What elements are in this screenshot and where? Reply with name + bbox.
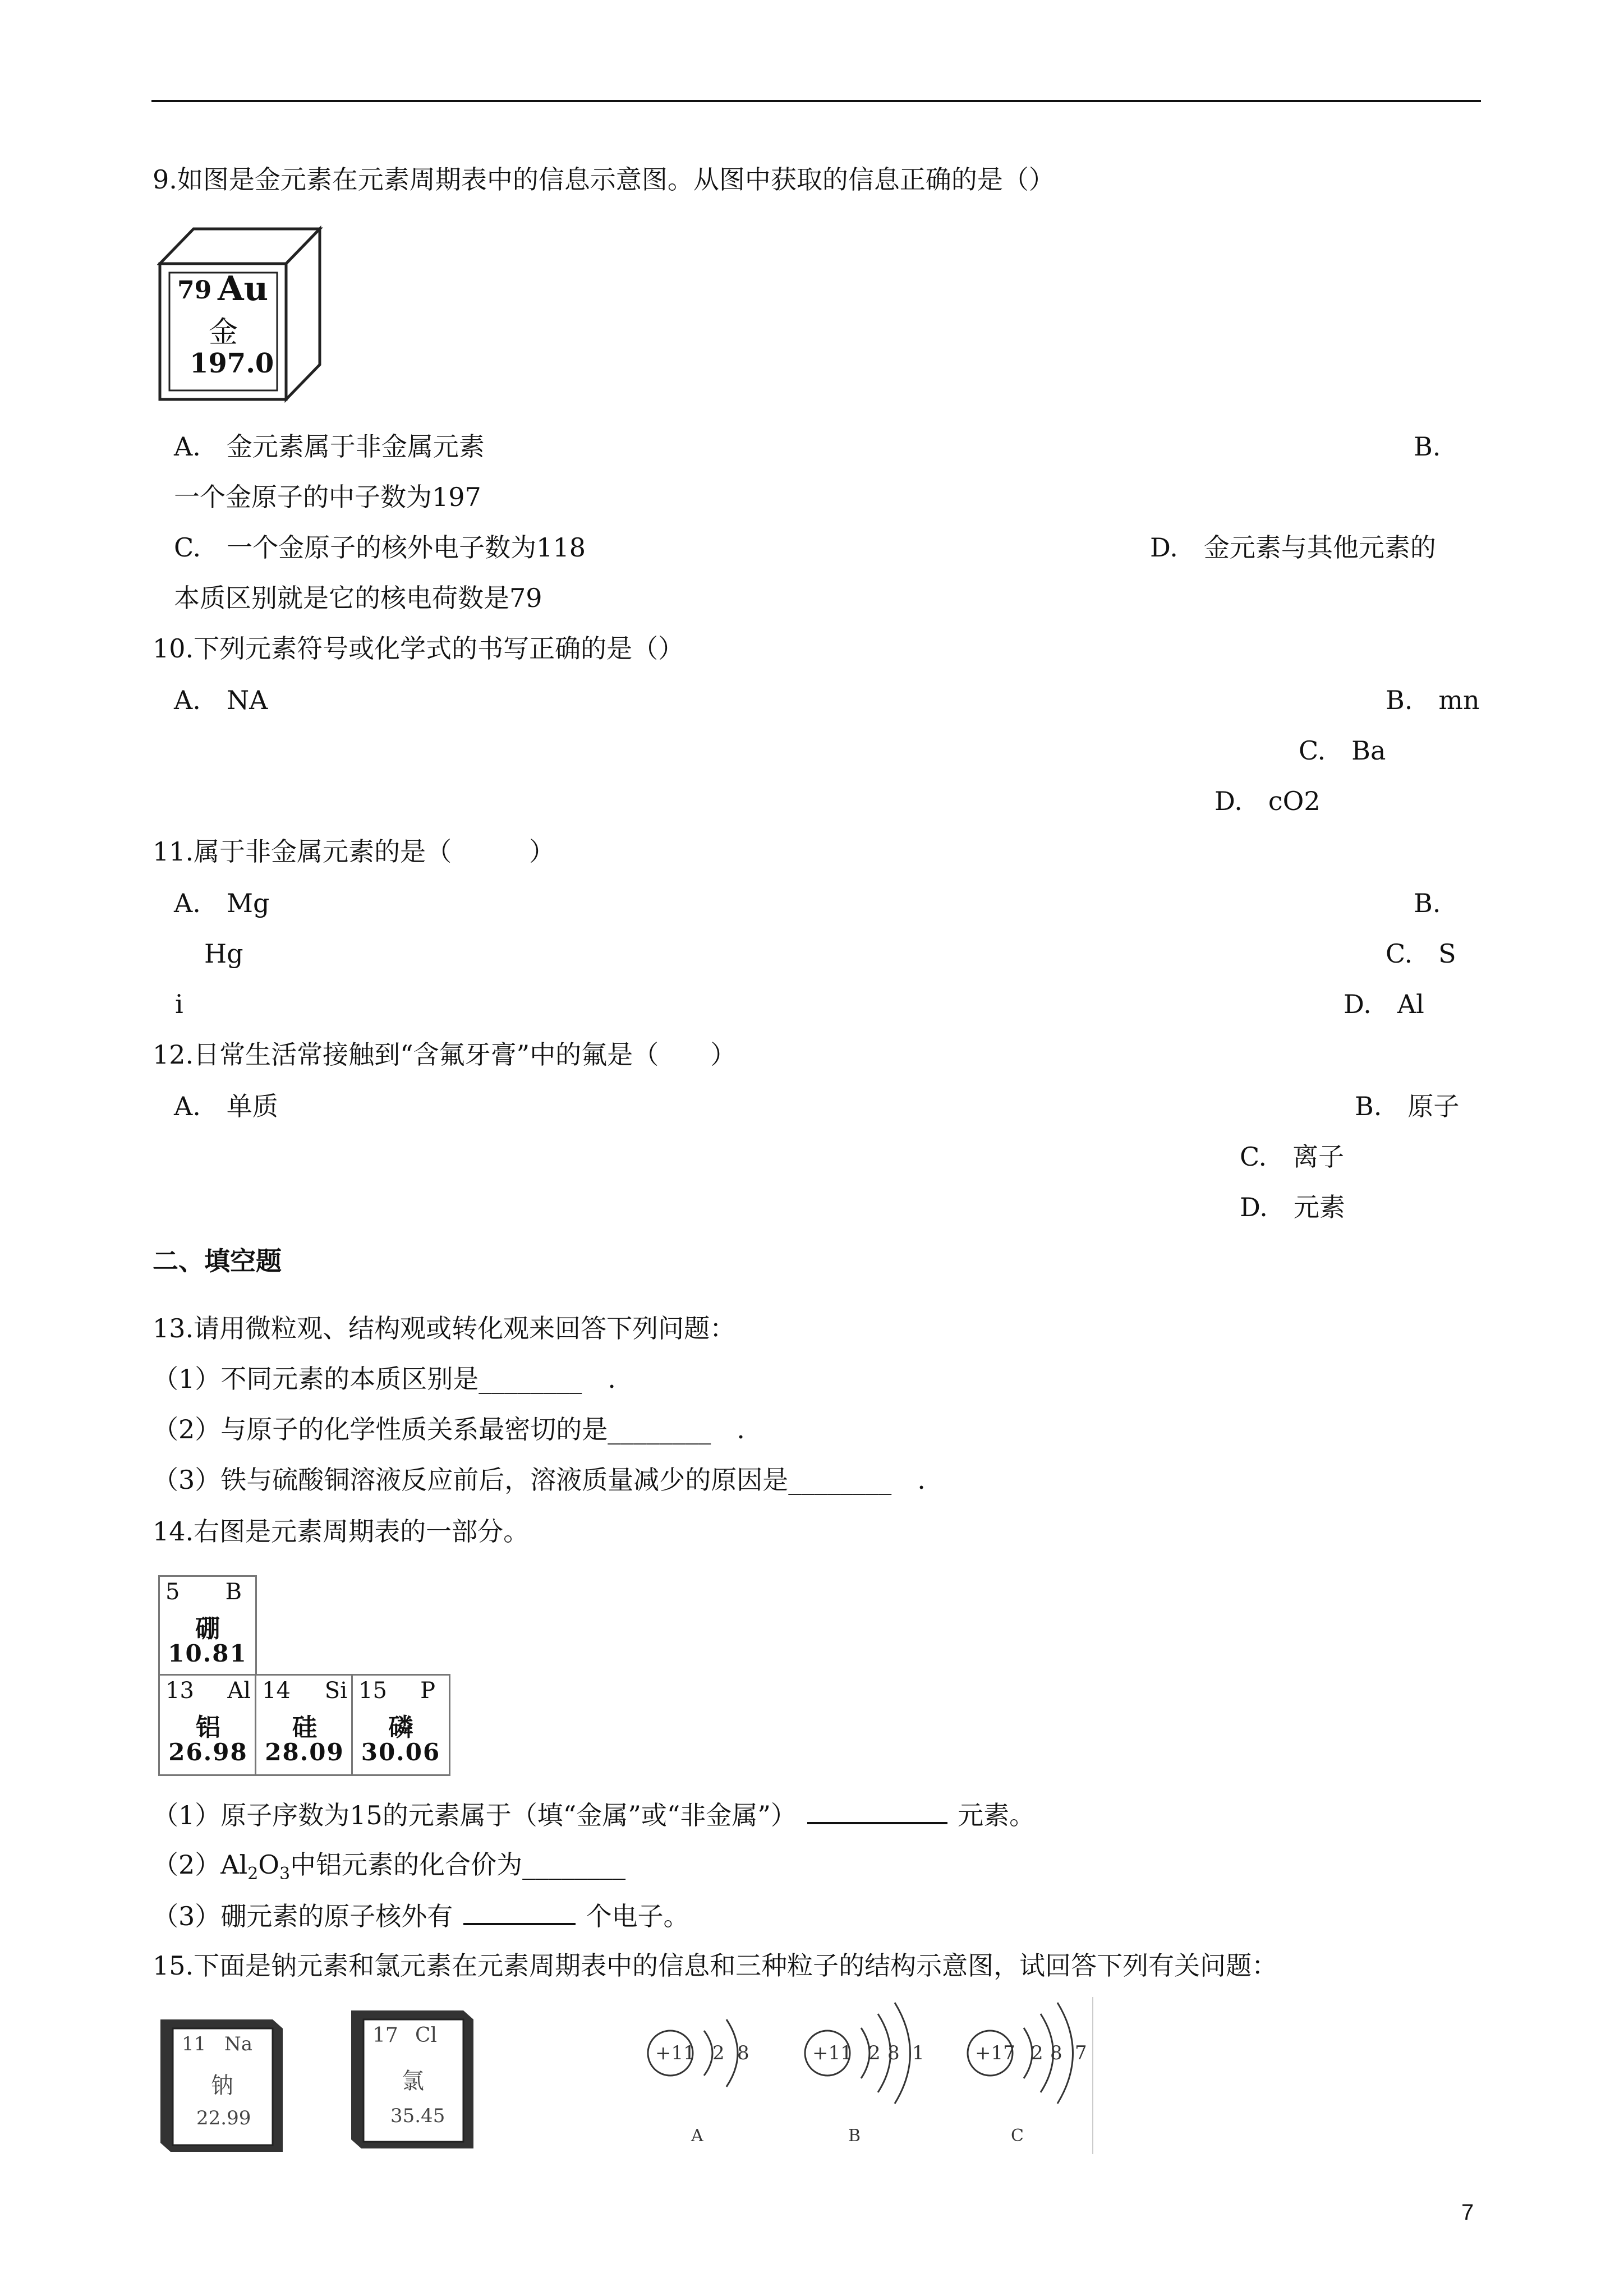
q9-option-d-continued: 本质区别就是它的核电荷数是79 [174,583,542,613]
q14-part-3-suffix: 个电子。 [586,1901,689,1931]
particle-b-label: B [848,2126,861,2146]
cell-name: 磷 [388,1713,413,1742]
q9-option-b-label: B. [1414,431,1441,462]
element-cell-b [158,1575,257,1677]
q9-option-a: A. 金元素属于非金属元素 [174,431,485,462]
cell-name: 硅 [292,1713,317,1742]
q9-stem: 9.如图是金元素在元素周期表中的信息示意图。从图中获取的信息正确的是（） [153,164,1055,195]
subscript: 2 [247,1864,259,1884]
q9-option-d: D. 金元素与其他元素的 [1150,532,1436,563]
q11-option-a: A. Mg [174,888,270,918]
q10-option-c: C. Ba [1299,735,1386,766]
q13-part-2: （2）与原子的化学性质关系最密切的是________ . [153,1414,745,1444]
cl-number: 17 [372,2024,398,2047]
au-number: 79 [177,276,212,305]
cl-element-card [348,2005,477,2151]
particle-c-nucleus: +17 [975,2042,1015,2064]
q11-option-b-label: B. [1414,888,1441,918]
cell-symbol: Si [324,1678,347,1704]
q9-option-c: C. 一个金原子的核外电子数为118 [174,532,586,563]
q15-stem: 15.下面是钠元素和氯元素在元素周期表中的信息和三种粒子的结构示意图，试回答下列有关问题： [153,1950,1278,1981]
subscript: 3 [279,1864,291,1884]
cell-symbol: P [420,1678,435,1704]
q14-part-2-o: O [258,1849,280,1880]
cell-mass: 10.81 [168,1640,247,1667]
q11-stem: 11.属于非金属元素的是（ ） [153,836,555,867]
au-name: 金 [209,316,238,349]
element-cell-al [158,1674,258,1776]
particle-c-shell-2: 8 [1050,2042,1062,2064]
particle-a-label: A [691,2126,703,2146]
au-element-figure [157,224,325,404]
q14-part-3 [153,1898,689,1933]
q14-part-2-text: 中铝元素的化合价为________ [290,1849,626,1880]
q14-part-3-text: （3）硼元素的原子核外有 [153,1901,453,1931]
answer-blank[interactable] [807,1797,947,1824]
q10-option-b: B. mn [1386,685,1480,715]
periodic-table-fragment [158,1575,447,1773]
cl-name: 氯 [402,2068,424,2094]
q10-stem: 10.下列元素符号或化学式的书写正确的是（） [153,633,684,664]
na-symbol: Na [224,2033,253,2055]
particle-c-shell-3: 7 [1075,2042,1087,2064]
q14-part-1-text: （1）原子序数为15的元素属于（填“金属”或“非金属”） [153,1800,797,1830]
cell-number: 14 [262,1678,291,1704]
cell-number: 13 [165,1678,194,1704]
q14-part-1 [153,1797,1035,1832]
q12-option-a: A. 单质 [174,1091,278,1121]
q11-option-b-text: Hg [204,938,243,969]
cell-symbol: Al [227,1678,251,1704]
q12-option-b: B. 原子 [1355,1091,1460,1121]
element-cell-p [351,1674,450,1776]
q14-part-1-suffix: 元素。 [958,1800,1036,1830]
answer-blank[interactable] [463,1898,576,1925]
element-cell-si [255,1674,355,1776]
q9-option-b-text: 一个金原子的中子数为197 [174,482,481,512]
q11-option-c: C. S [1386,938,1456,969]
q14-stem: 14.右图是元素周期表的一部分。 [153,1516,530,1547]
q13-stem: 13.请用微粒观、结构观或转化观来回答下列问题： [153,1313,736,1343]
q14-part-2-prefix: （2）Al [153,1849,248,1880]
cl-symbol: Cl [415,2024,438,2047]
particle-b-nucleus: +11 [812,2042,853,2064]
q13-part-3: （3）铁与硫酸铜溶液反应前后，溶液质量减少的原因是________ . [153,1465,926,1495]
q10-option-d: D. cO2 [1214,786,1321,816]
page-number: 7 [1461,2200,1474,2225]
particle-a-shell-2: 8 [737,2042,749,2064]
particle-a-shell-1: 2 [712,2042,725,2064]
cell-symbol: B [225,1579,242,1605]
na-element-card [157,2014,286,2154]
au-symbol: Au [218,269,269,309]
cell-name: 硼 [195,1614,220,1643]
header-rule [151,100,1481,102]
q12-option-c: C. 离子 [1240,1142,1345,1172]
cell-number: 15 [358,1678,387,1704]
q11-option-d: D. Al [1344,989,1424,1019]
na-name: 钠 [211,2073,233,2099]
particle-b-shell-3: 1 [912,2042,924,2064]
cell-mass: 26.98 [168,1738,248,1766]
cl-mass: 35.45 [390,2105,445,2127]
na-number: 11 [182,2033,206,2055]
particle-diagrams [628,1991,1105,2160]
section-title: 二、填空题 [153,1246,282,1276]
q13-part-1: （1）不同元素的本质区别是________ . [153,1364,616,1394]
cell-mass: 30.06 [361,1738,441,1766]
particle-c-label: C [1011,2126,1024,2146]
particle-b-shell-1: 2 [868,2042,881,2064]
q12-option-d: D. 元素 [1240,1192,1345,1222]
particle-b-shell-2: 8 [887,2042,900,2064]
na-mass: 22.99 [196,2107,251,2129]
q12-stem: 12.日常生活常接触到“含氟牙膏”中的氟是（ ） [153,1039,737,1070]
q14-part-2 [153,1848,625,1891]
au-mass: 197.0 [190,348,274,379]
particle-a-nucleus: +11 [655,2042,696,2064]
cell-mass: 28.09 [265,1738,344,1766]
cell-number: 5 [165,1579,180,1605]
cell-name: 铝 [196,1713,220,1742]
q11-option-c-continued: i [175,989,183,1019]
q10-option-a: A. NA [174,685,268,715]
particle-c-shell-1: 2 [1031,2042,1043,2064]
